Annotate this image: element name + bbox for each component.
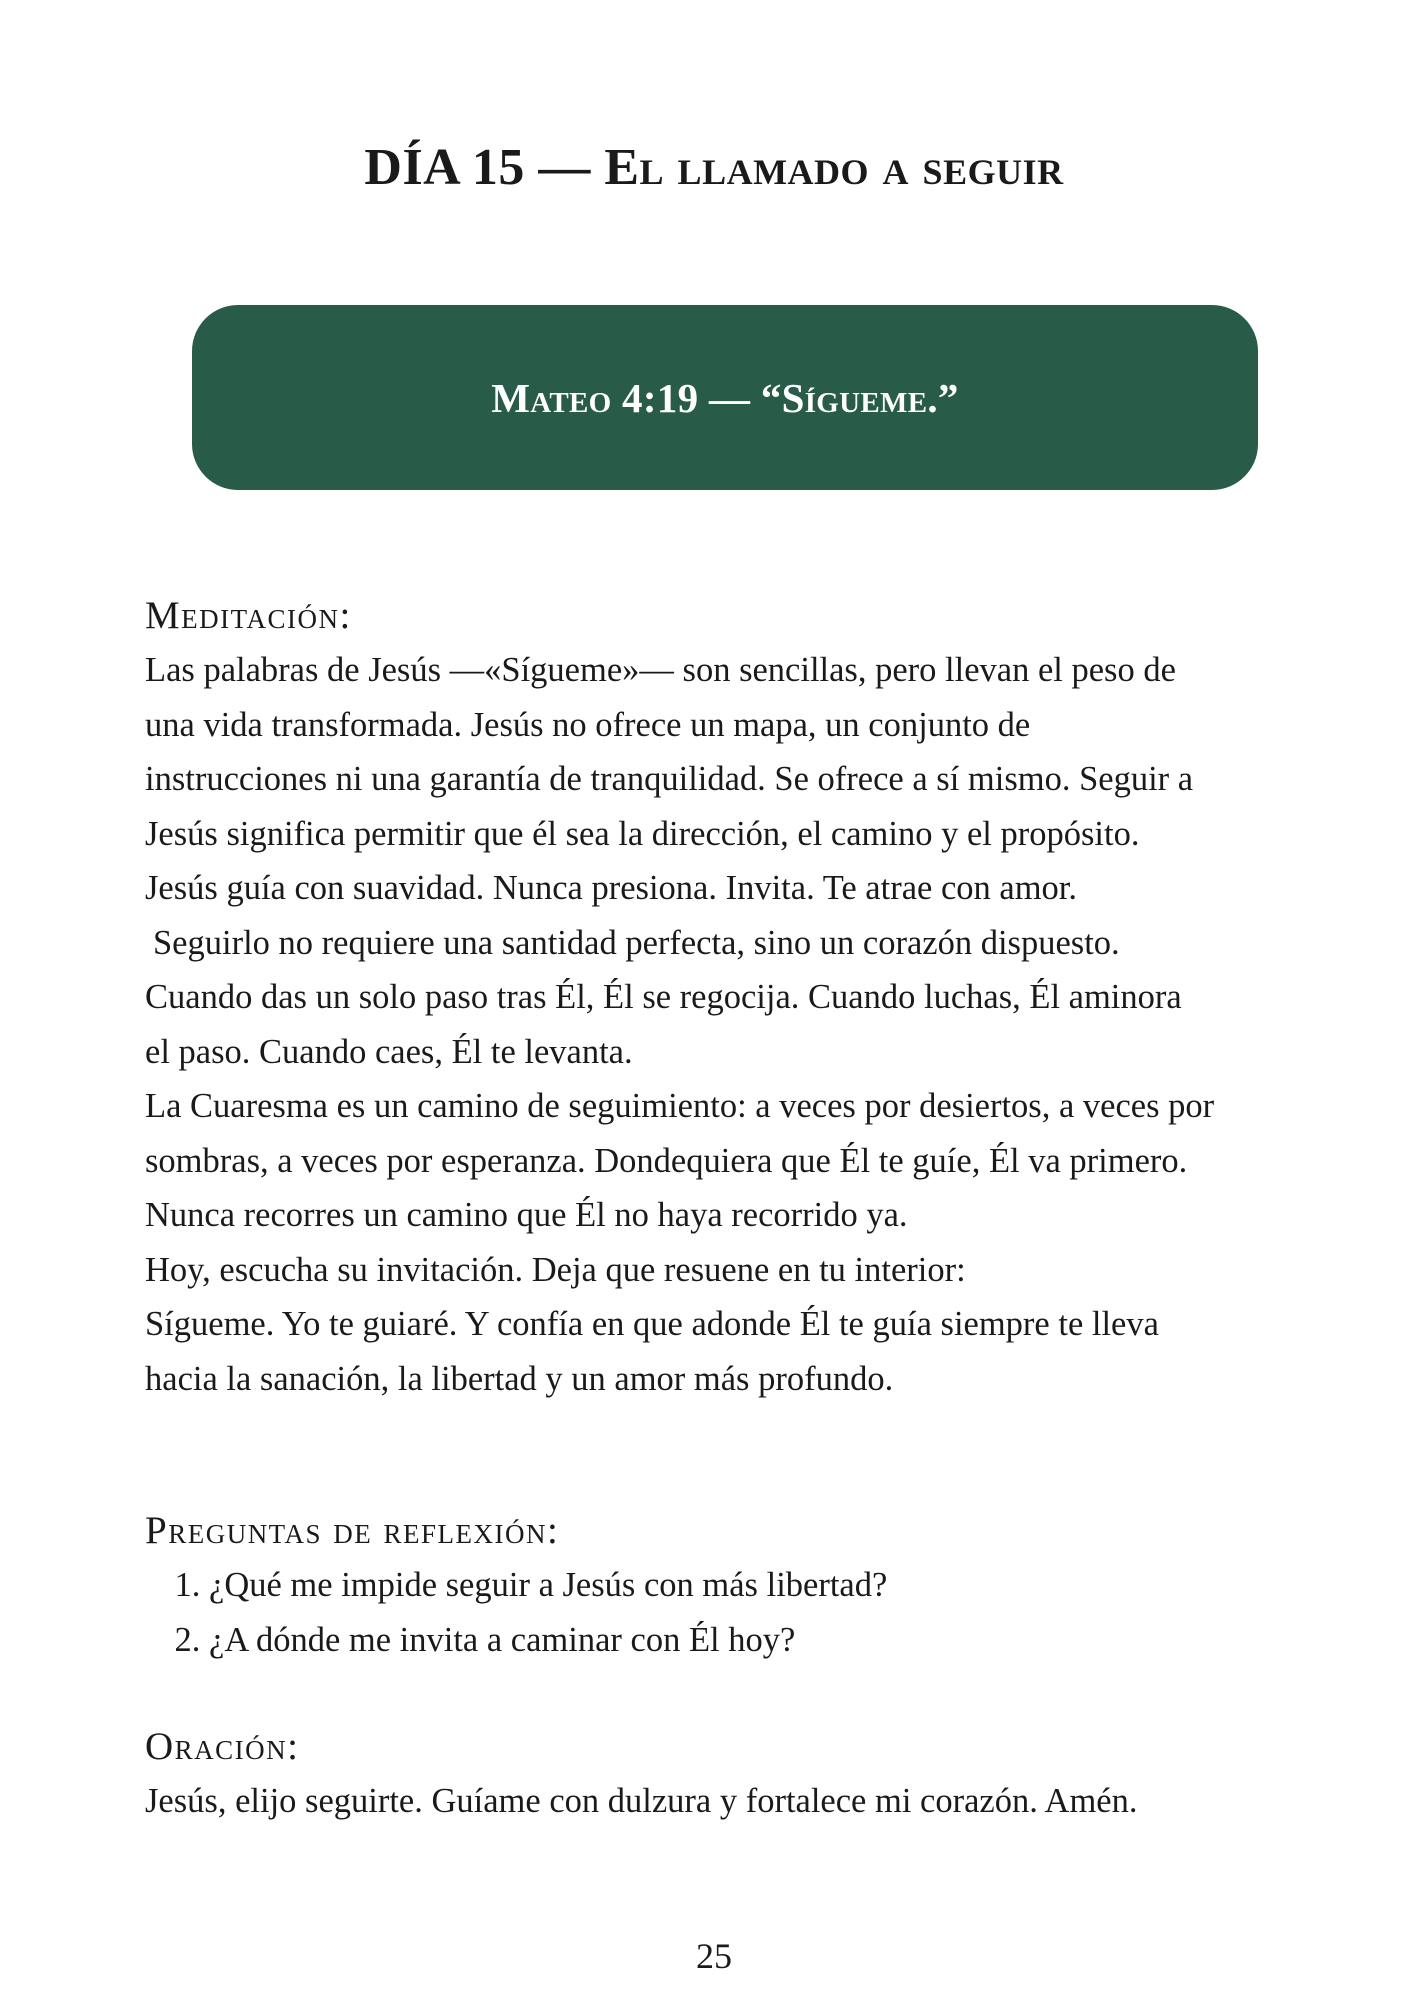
meditation-line: hacia la sanación, la libertad y un amor más profundo. bbox=[145, 1359, 894, 1398]
meditation-line: La Cuaresma es un camino de seguimiento: a veces por desiertos, a veces por bbox=[145, 1087, 1215, 1125]
verse-banner bbox=[192, 305, 1258, 490]
verse-text: Mateo 4:19 — “Sígueme.” bbox=[491, 374, 959, 421]
meditation-line: Nunca recorres un camino que Él no haya recorrido ya. bbox=[145, 1196, 908, 1234]
reflection-question: 1. ¿Qué me impide seguir a Jesús con más libertad? bbox=[209, 1558, 1320, 1613]
reflection-section bbox=[145, 1504, 1320, 1668]
meditation-line: Sígueme. Yo te guiaré. Y confía en que adonde Él te guía siempre te lleva bbox=[145, 1305, 1159, 1343]
reflection-question: 2. ¿A dónde me invita a caminar con Él hoy? bbox=[209, 1613, 1320, 1668]
meditation-heading: Meditación: bbox=[145, 594, 352, 637]
prayer-heading: Oración: bbox=[145, 1725, 300, 1768]
page-number: 25 bbox=[696, 1936, 732, 1976]
reflection-heading: Preguntas de reflexión: bbox=[145, 1509, 560, 1552]
meditation-line: Jesús significa permitir que él sea la dirección, el camino y el propósito. bbox=[145, 814, 1140, 853]
reflection-questions-list bbox=[145, 1558, 1320, 1668]
meditation-line: Cuando das un solo paso tras Él, Él se regocija. Cuando luchas, Él aminora bbox=[145, 978, 1182, 1016]
meditation-line: el paso. Cuando caes, Él te levanta. bbox=[145, 1032, 633, 1071]
meditation-line: sombras, a veces por esperanza. Dondequiera que Él te guíe, Él va primero. bbox=[145, 1141, 1188, 1180]
prayer-section bbox=[145, 1720, 1320, 1829]
meditation-line: Seguirlo no requiere una santidad perfecta, sino un corazón dispuesto. bbox=[153, 923, 1120, 962]
meditation-line: instrucciones ni una garantía de tranquilidad. Se ofrece a sí mismo. Seguir a bbox=[145, 760, 1194, 798]
meditation-line: una vida transformada. Jesús no ofrece un mapa, un conjunto de bbox=[145, 705, 1031, 744]
prayer-text: Jesús, elijo seguirte. Guíame con dulzura y fortalece mi corazón. Amén. bbox=[145, 1782, 1138, 1820]
page-title: DÍA 15 — El llamado a seguir bbox=[364, 139, 1064, 196]
meditation-line: Hoy, escucha su invitación. Deja que resuene en tu interior: bbox=[145, 1250, 966, 1289]
meditation-line: Jesús guía con suavidad. Nunca presiona. Invita. Te atrae con amor. bbox=[145, 869, 1077, 907]
meditation-line: Las palabras de Jesús —«Sígueme»— son sencillas, pero llevan el peso de bbox=[145, 651, 1176, 689]
meditation-section bbox=[145, 589, 1320, 1406]
